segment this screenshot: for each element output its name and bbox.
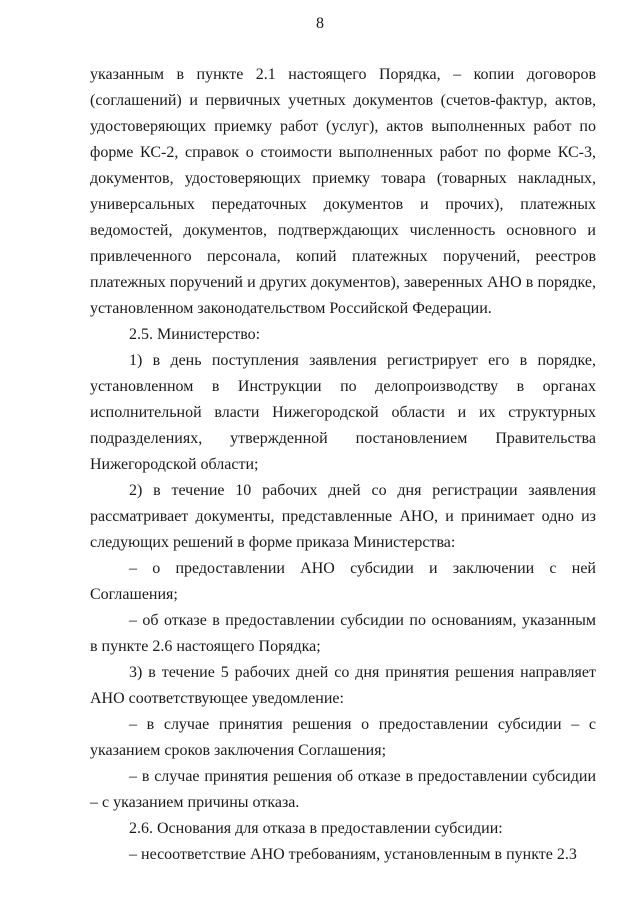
dash-item-grant-notice: – в случае принятия решения о предоставлении субсидии – с указанием сроков заключения Соглашения; — [90, 716, 596, 759]
list-item-3: 3) в течение 5 рабочих дней со дня принятия решения направляет АНО соответствующее уведомление: — [90, 664, 596, 707]
dash-item-refusal-notice: – в случае принятия решения об отказе в предоставлении субсидии – с указанием причины отказа. — [90, 768, 596, 811]
document-body — [90, 62, 596, 868]
page-number: 8 — [316, 15, 324, 32]
list-item-1: 1) в день поступления заявления регистрирует его в порядке, установленном в Инструкции по делопроизводству в органах исполнительной власти Нижегородской области и их структурных подразделениях, утвержденной постановлением Правительства Нижегородской области; — [90, 352, 596, 473]
dash-item-refusal: – об отказе в предоставлении субсидии по основаниям, указанным в пункте 2.6 настоящего Порядка; — [90, 612, 596, 655]
dash-item-nonconformity: – несоответствие АНО требованиям, установленным в пункте 2.3 — [129, 846, 577, 863]
section-heading-2-5: 2.5. Министерство: — [129, 326, 261, 343]
dash-item-grant: – о предоставлении АНО субсидии и заключении с ней Соглашения; — [90, 560, 596, 603]
section-heading-2-6: 2.6. Основания для отказа в предоставлении субсидии: — [129, 820, 503, 837]
list-item-2: 2) в течение 10 рабочих дней со дня регистрации заявления рассматривает документы, представленные АНО, и принимает одно из следующих решений в форме приказа Министерства: — [90, 482, 596, 551]
paragraph-continuation: указанным в пункте 2.1 настоящего Порядка, – копии договоров (соглашений) и первичных учетных документов (счетов-фактур, актов, удостоверяющих приемку работ (услуг), актов выполненных работ по форме КС-2, справок о стоимости выполненных работ по форме КС-3, документов, удостоверяющих приемку товара (товарных накладных, универсальных передаточных документов и прочих), платежных ведомостей, документов, подтверждающих численность основного и привлеченного персонала, копий платежных поручений, реестров платежных поручений и других документов), заверенных АНО в порядке, установленном законодательством Российской Федерации. — [90, 66, 596, 317]
